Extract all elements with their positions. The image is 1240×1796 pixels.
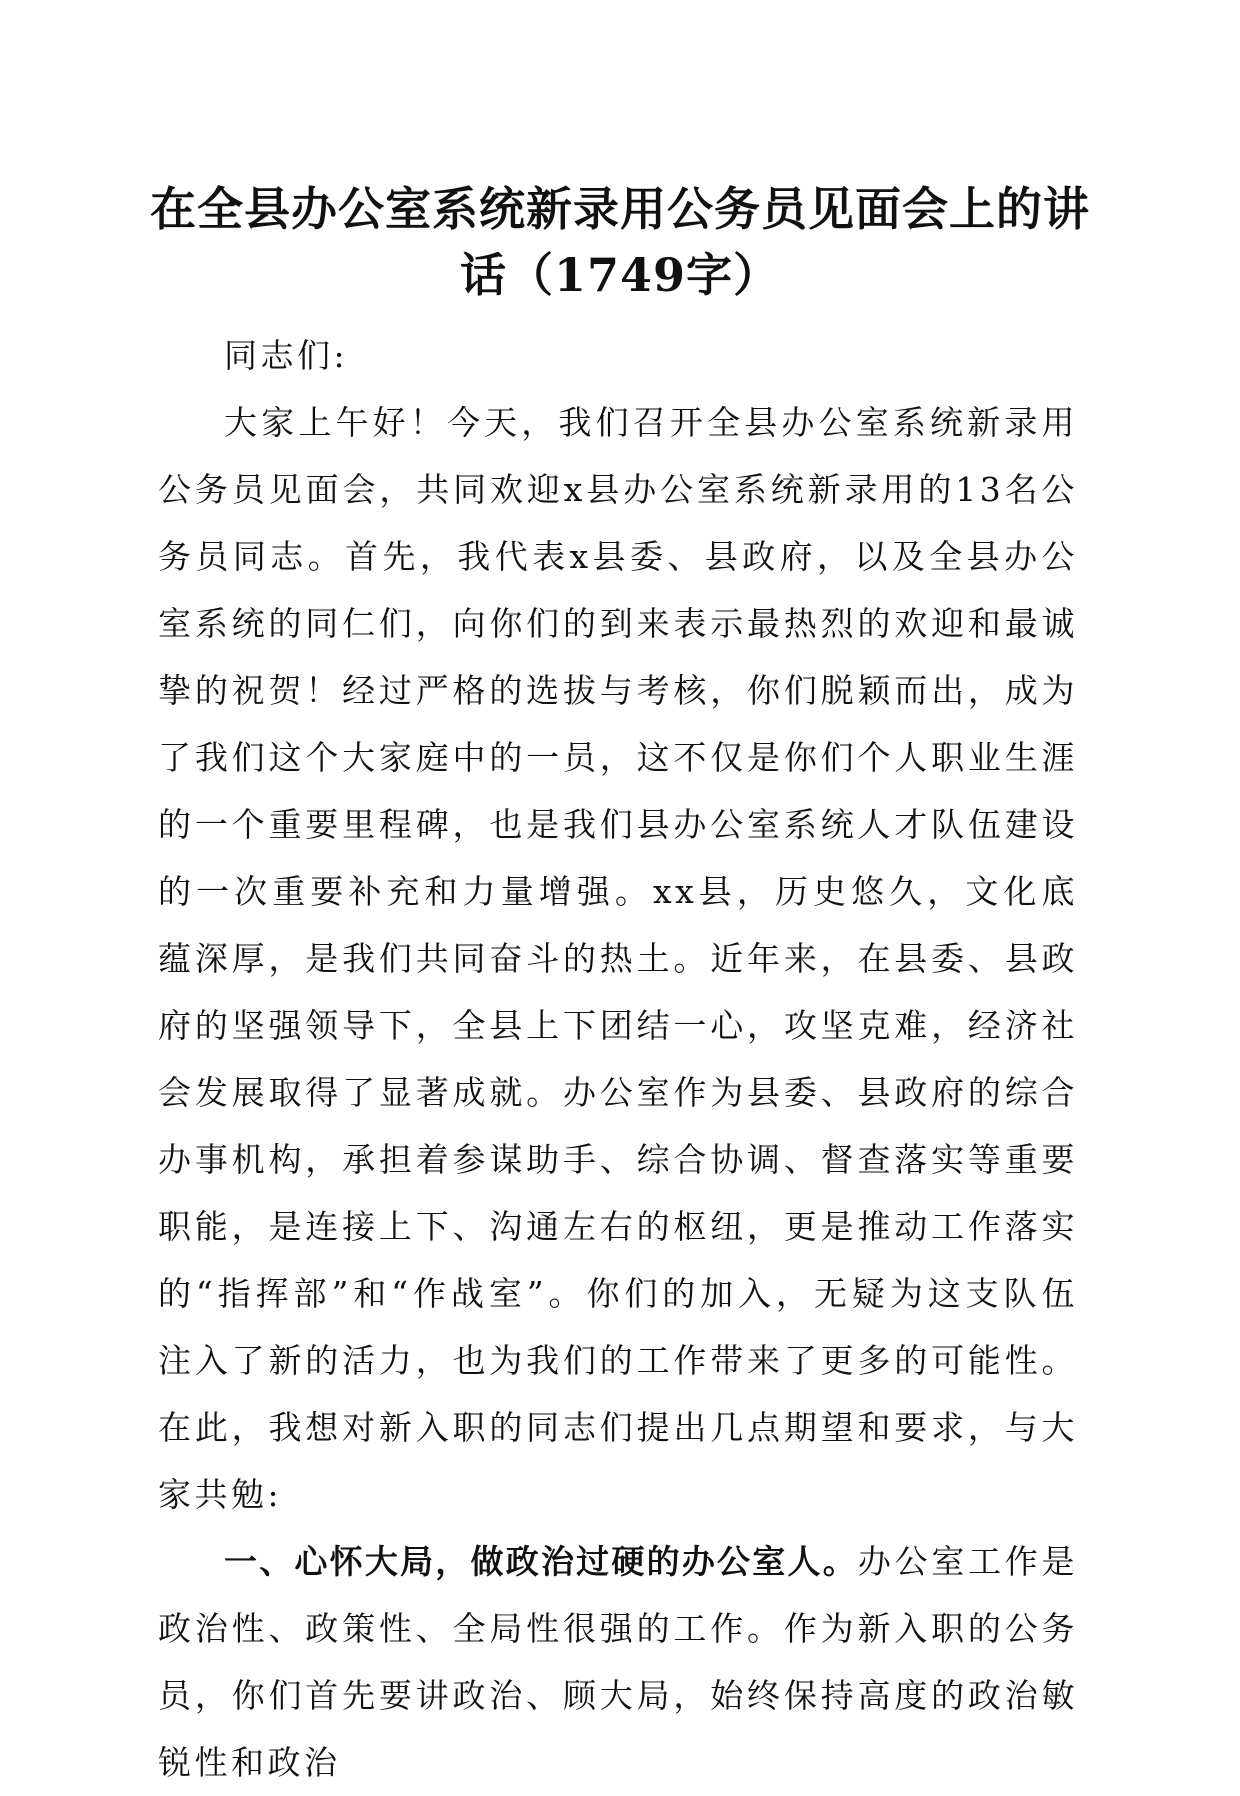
document-body (158, 322, 1078, 1796)
section-one-text: 办公室工作是政治性、政策性、全局性很强的工作。作为新入职的公务员，你们首先要讲政治、顾大局，始终保持高度的政治敏锐性和政治 (158, 1542, 1079, 1782)
opening-paragraph: 大家上午好！今天，我们召开全县办公室系统新录用公务员见面会，共同欢迎x县办公室系统新录用的13名公务员同志。首先，我代表x县委、县政府，以及全县办公室系统的同仁们，向你们的到来表示最热烈的欢迎和最诚挚的祝贺！经过严格的选拔与考核，你们脱颖而出，成为了我们这个大家庭中的一员，这不仅是你们个人职业生涯的一个重要里程碑，也是我们县办公室系统人才队伍建设的一次重要补充和力量增强。xx县，历史悠久，文化底蕴深厚，是我们共同奋斗的热土。近年来，在县委、县政府的坚强领导下，全县上下团结一心，攻坚克难，经济社会发展取得了显著成就。办公室作为县委、县政府的综合办事机构，承担着参谋助手、综合协调、督查落实等重要职能，是连接上下、沟通左右的枢纽，更是推动工作落实的“指挥部”和“作战室”。你们的加入，无疑为这支队伍注入了新的活力，也为我们的工作带来了更多的可能性。在此，我想对新入职的同志们提出几点期望和要求，与大家共勉: (158, 403, 1078, 1514)
section-one-heading: 一、心怀大局，做政治过硬的办公室人。 (224, 1542, 858, 1581)
section-one-paragraph (158, 1528, 1078, 1796)
salutation: 同志们: (224, 336, 349, 375)
document-title: 在全县办公室系统新录用公务员见面会上的讲话（1749字） (150, 182, 1090, 302)
